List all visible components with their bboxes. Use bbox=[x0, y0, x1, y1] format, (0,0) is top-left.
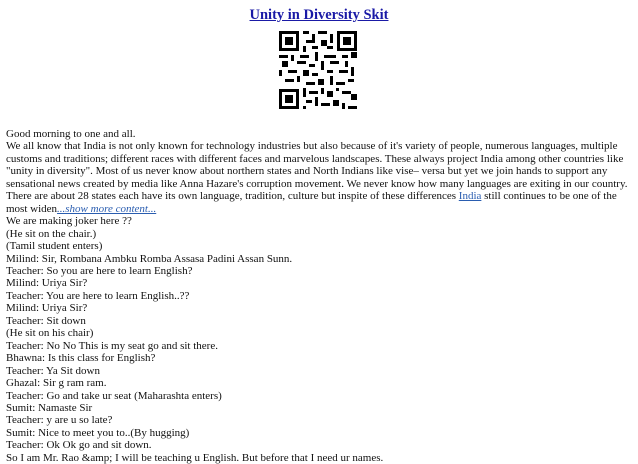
script-line: Teacher: Go and take ur seat (Maharashta enters) bbox=[6, 389, 222, 402]
script-line: Teacher: Sit down bbox=[6, 314, 86, 327]
document-body bbox=[6, 128, 634, 464]
script-line: Milind: Uriya Sir? bbox=[6, 277, 88, 290]
india-link[interactable]: India bbox=[458, 190, 482, 203]
script-line: Teacher: No No This is my seat go and sit there. bbox=[6, 339, 218, 352]
script-line: Milind: Uriya Sir? bbox=[6, 302, 88, 315]
script-line: Ghazal: Sir g ram ram. bbox=[6, 377, 107, 390]
intro-text-a: We all know that India is not only known for technology industries but also because of it's variety of people, numerous languages, multiple customs and traditions; different races with different faces and marvelous landscapes. These always project India among other countries like "unity in diversity". Most of us never know about northern states and North Indians like vise– versa but yet we join hands to support any sensational news created by media like Anna Hazare's corruption movement. We never know how many languages are exiting in our country. There are about 28 states each have its own language, tradition, culture but inspite of these differences bbox=[6, 140, 628, 203]
script-line: Teacher: Ya Sit down bbox=[6, 364, 100, 377]
document-title[interactable]: Unity in Diversity Skit bbox=[249, 7, 389, 23]
script-line: Teacher: So you are here to learn English? bbox=[6, 264, 193, 277]
script-line: Teacher: Ok Ok go and sit down. bbox=[6, 439, 152, 452]
intro-text-b: still continues to be one of the most widen bbox=[6, 190, 617, 215]
script-line: (Tamil student enters) bbox=[6, 240, 103, 253]
script-line: Sumit: Namaste Sir bbox=[6, 401, 93, 414]
script-line: So I am Mr. Rao &amp; I will be teaching u English. But before that I need ur names. bbox=[6, 451, 384, 464]
script-line: Bhawna: Is this class for English? bbox=[6, 352, 156, 365]
script-line: Sumit: Nice to meet you to..(By hugging) bbox=[6, 426, 190, 439]
script-line: Milind: Sir, Rombana Ambku Romba Assasa Padini Assan Sunn. bbox=[6, 252, 293, 265]
script-line: (He sit on his chair) bbox=[6, 327, 94, 340]
script-line: Teacher: y are u so late? bbox=[6, 414, 113, 427]
show-more-link[interactable]: ...show more content... bbox=[57, 202, 157, 215]
script-line: Teacher: You are here to learn English..?? bbox=[6, 289, 190, 302]
greeting-line: Good morning to one and all. bbox=[6, 128, 136, 140]
script-line: (He sit on the chair.) bbox=[6, 227, 97, 240]
qr-code bbox=[279, 31, 357, 109]
script-line: We are making joker here ?? bbox=[6, 215, 132, 228]
intro-paragraph bbox=[6, 140, 634, 215]
